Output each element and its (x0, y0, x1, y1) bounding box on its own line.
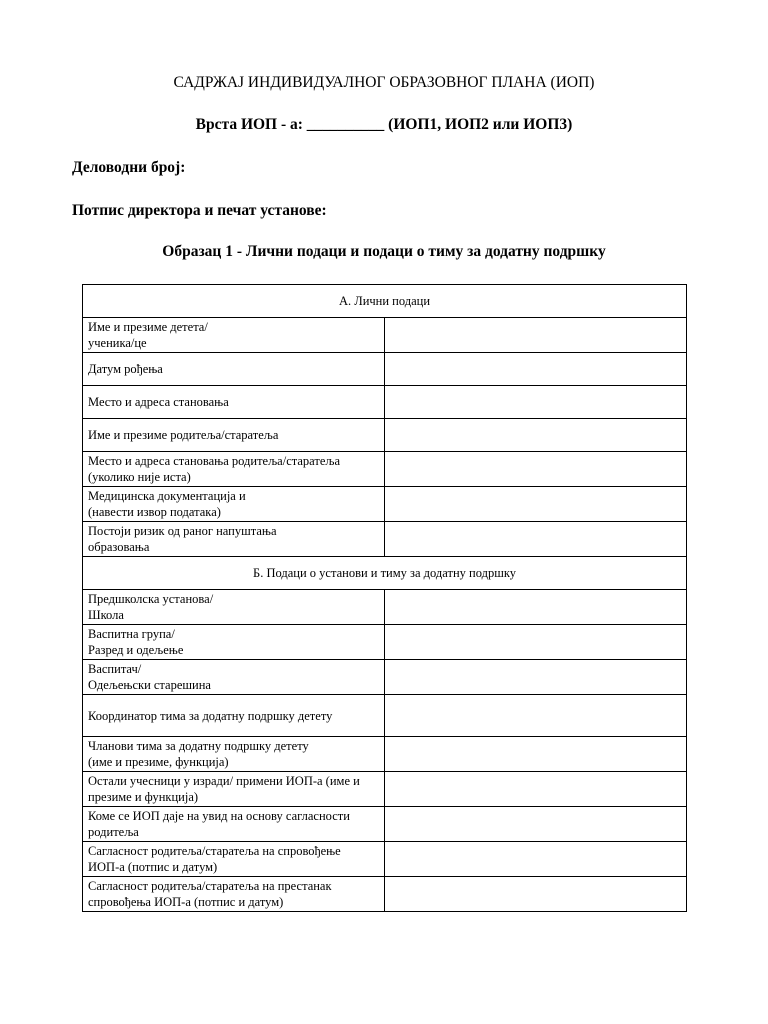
row-label (83, 807, 385, 842)
table-row (83, 660, 687, 695)
document-title: САДРЖАЈ ИНДИВИДУАЛНОГ ОБРАЗОВНОГ ПЛАНА (ИОП) (173, 74, 595, 91)
value-cell[interactable] (385, 695, 687, 737)
row-label-text: Чланови тима за додатну подршку детету (име и презиме, функција) (88, 739, 309, 769)
row-label (83, 625, 385, 660)
row-label (83, 877, 385, 912)
row-label (83, 660, 385, 695)
signature-label: Потпис директора и печат установе: (72, 202, 327, 219)
iop-type-line: Врста ИОП - а: __________ (ИОП1, ИОП2 или ИОП3) (195, 116, 573, 133)
table-row (83, 772, 687, 807)
row-label (83, 487, 385, 522)
row-label-text: Сагласност родитеља/старатеља на престанак спровођења ИОП-а (потпис и датум) (88, 879, 332, 909)
row-label-text: Постоји ризик од раног напуштања образовања (88, 524, 277, 554)
table-row (83, 318, 687, 353)
row-label-text: Датум рођења (88, 362, 163, 376)
value-cell[interactable] (385, 877, 687, 912)
row-label (83, 842, 385, 877)
value-cell[interactable] (385, 353, 687, 386)
row-label-text: Медицинска документација и (навести извор података) (88, 489, 246, 519)
row-label-text: Име и презиме детета/ ученика/це (88, 320, 208, 350)
table-row (83, 737, 687, 772)
value-cell[interactable] (385, 842, 687, 877)
value-cell[interactable] (385, 522, 687, 557)
table-row (83, 419, 687, 452)
value-cell[interactable] (385, 419, 687, 452)
section-b-header: Б. Подаци о установи и тиму за додатну подршку (83, 557, 687, 590)
iop-form-table (82, 284, 687, 912)
row-label (83, 522, 385, 557)
row-label-text: Коме се ИОП даје на увид на основу сагласности родитеља (88, 809, 350, 839)
section-header-row (83, 285, 687, 318)
table-row (83, 386, 687, 419)
row-label-text: Место и адреса становања (88, 395, 229, 409)
section-header-row (83, 557, 687, 590)
value-cell[interactable] (385, 807, 687, 842)
row-label-text: Место и адреса становања родитеља/старатеља (уколико није иста) (88, 454, 341, 484)
value-cell[interactable] (385, 386, 687, 419)
row-label (83, 737, 385, 772)
table-row (83, 842, 687, 877)
value-cell[interactable] (385, 318, 687, 353)
value-cell[interactable] (385, 660, 687, 695)
row-label (83, 353, 385, 386)
table-row (83, 807, 687, 842)
row-label (83, 318, 385, 353)
form-title: Образац 1 - Лични подаци и подаци о тиму за додатну подршку (162, 243, 606, 260)
row-label (83, 386, 385, 419)
table-row (83, 353, 687, 386)
row-label-text: Остали учесници у изради/ примени ИОП-а (име и презиме и функција) (88, 774, 360, 804)
row-label-text: Васпитна група/ Разред и одељење (88, 627, 184, 657)
table-row (83, 487, 687, 522)
row-label (83, 590, 385, 625)
table-row (83, 695, 687, 737)
table-row (83, 452, 687, 487)
value-cell[interactable] (385, 590, 687, 625)
row-label-text: Име и презиме родитеља/старатеља (88, 428, 279, 442)
value-cell[interactable] (385, 625, 687, 660)
row-label (83, 452, 385, 487)
value-cell[interactable] (385, 487, 687, 522)
reference-number-label: Деловодни број: (72, 159, 186, 176)
table-row (83, 877, 687, 912)
value-cell[interactable] (385, 772, 687, 807)
row-label (83, 695, 385, 737)
row-label (83, 772, 385, 807)
row-label-text: Предшколска установа/ Школа (88, 592, 214, 622)
row-label-text: Васпитач/ Одељењски старешина (88, 662, 211, 692)
table-row (83, 625, 687, 660)
value-cell[interactable] (385, 452, 687, 487)
section-a-header: А. Лични подаци (83, 285, 687, 318)
table-row (83, 522, 687, 557)
table-row (83, 590, 687, 625)
row-label (83, 419, 385, 452)
row-label-text: Координатор тима за додатну подршку детету (88, 708, 333, 723)
row-label-text: Сагласност родитеља/старатеља на спровођење ИОП-а (потпис и датум) (88, 844, 341, 874)
value-cell[interactable] (385, 737, 687, 772)
